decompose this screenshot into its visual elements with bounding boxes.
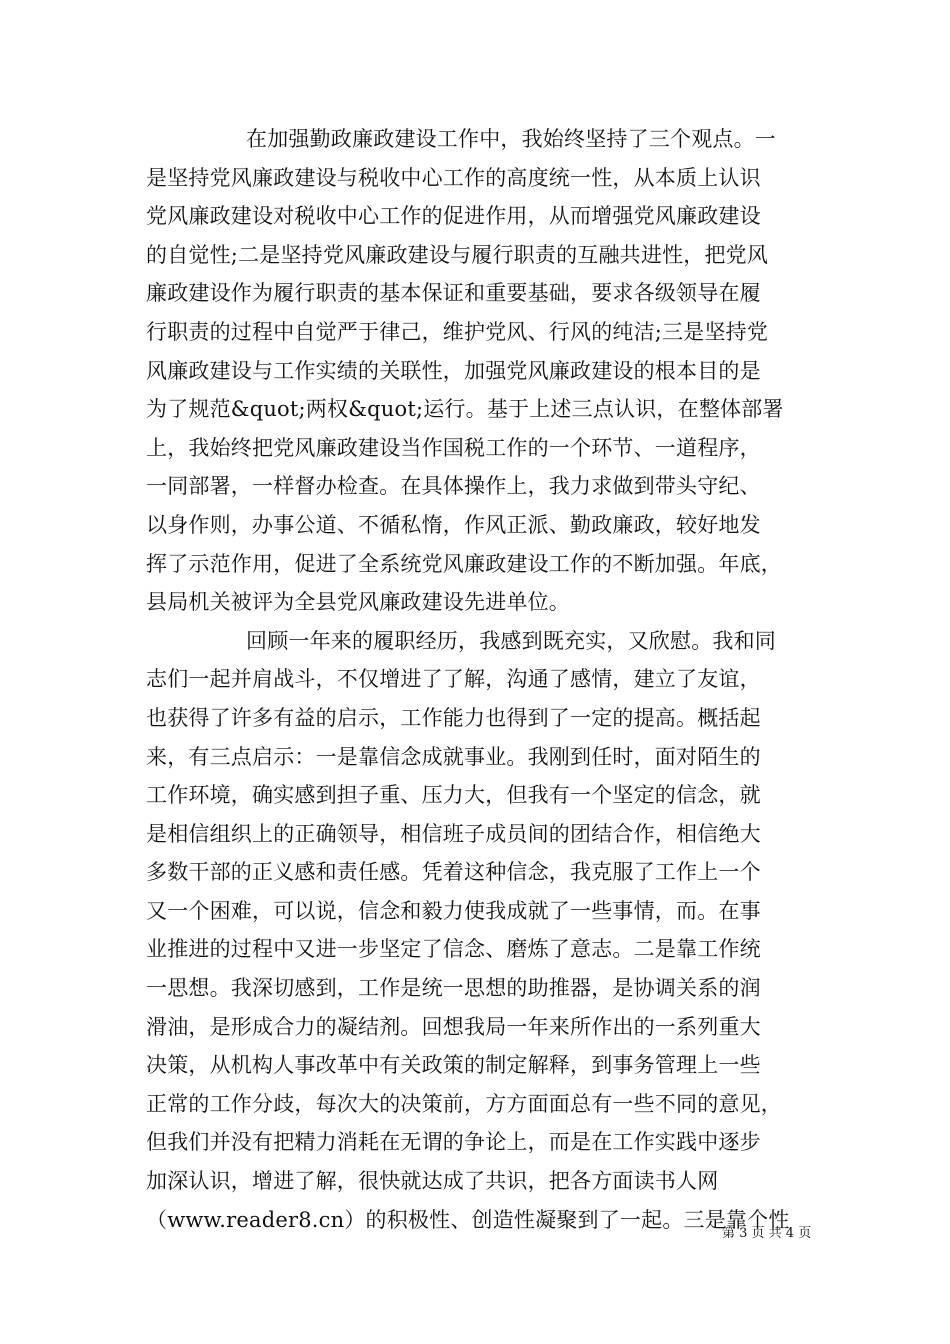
text-line: 行职责的过程中自觉严于律己，维护党风、行风的纯洁;三是坚持党: [146, 319, 769, 344]
text-line: 是相信组织上的正确领导，相信班子成员间的团结合作，相信绝大: [146, 821, 761, 846]
text-line: 滑油，是形成合力的凝结剂。回想我局一年来所作出的一系列重大: [146, 1014, 761, 1039]
text-line: 多数干部的正义感和责任感。凭着这种信念，我克服了工作上一个: [146, 860, 761, 885]
text-line: 业推进的过程中又进一步坚定了信念、磨炼了意志。二是靠工作统: [146, 937, 761, 962]
text-line: 也获得了许多有益的启示，工作能力也得到了一定的提高。概括起: [146, 705, 761, 730]
text-line: 在加强勤政廉政建设工作中，我始终坚持了三个观点。一: [246, 127, 776, 151]
text-line: 一同部署，一样督办检查。在具体操作上，我力求做到带头守纪、: [146, 474, 761, 499]
text-line: 廉政建设作为履行职责的基本保证和重要基础，要求各级领导在履: [146, 281, 761, 306]
text-line: 挥了示范作用，促进了全系统党风廉政建设工作的不断加强。年底，: [146, 551, 782, 576]
text-line: 正常的工作分歧，每次大的决策前，方方面面总有一些不同的意见，: [146, 1091, 782, 1116]
page-number-footer: 第 3 页 共 4 页: [722, 1226, 812, 1241]
text-line: 为了规范&quot;两权&quot;运行。基于上述三点认识，在整体部署: [146, 397, 784, 422]
text-line: 风廉政建设与工作实绩的关联性，加强党风廉政建设的根本目的是: [146, 358, 761, 383]
text-line: 回顾一年来的履职经历，我感到既充实，又欣慰。我和同: [246, 628, 776, 653]
text-line: 一思想。我深切感到，工作是统一思想的助推器，是协调关系的润: [146, 976, 761, 1001]
text-line: 来，有三点启示：一是靠信念成就事业。我刚到任时，面对陌生的: [146, 744, 761, 769]
text-line: 党风廉政建设对税收中心工作的促进作用，从而增强党风廉政建设: [146, 204, 761, 229]
paragraph-2: [146, 622, 826, 1240]
text-line: 工作环境，确实感到担子重、压力大，但我有一个坚定的信念，就: [146, 783, 761, 808]
body-text: [146, 120, 826, 1239]
text-line: （www.reader8.cn）的积极性、创造性凝聚到了一起。三是靠个性: [146, 1207, 790, 1232]
paragraph-1: [146, 120, 826, 622]
text-line: 但我们并没有把精力消耗在无谓的争论上，而是在工作实践中逐步: [146, 1130, 761, 1155]
text-line: 以身作则，办事公道、不循私惰，作风正派、勤政廉政，较好地发: [146, 512, 761, 537]
text-line: 县局机关被评为全县党风廉政建设先进单位。: [146, 590, 570, 615]
text-line: 志们一起并肩战斗，不仅增进了了解，沟通了感情，建立了友谊，: [146, 667, 761, 692]
text-line: 决策，从机构人事改革中有关政策的制定解释，到事务管理上一些: [146, 1053, 761, 1078]
text-line: 是坚持党风廉政建设与税收中心工作的高度统一性，从本质上认识: [146, 165, 761, 190]
text-line: 的自觉性;二是坚持党风廉政建设与履行职责的互融共进性，把党风: [146, 242, 769, 267]
text-line: 加深认识，增进了解，很快就达成了共识，把各方面读书人网: [146, 1169, 719, 1194]
text-line: 又一个困难，可以说，信念和毅力使我成就了一些事情，而。在事: [146, 898, 761, 923]
text-line: 上，我始终把党风廉政建设当作国税工作的一个环节、一道程序，: [146, 435, 761, 460]
